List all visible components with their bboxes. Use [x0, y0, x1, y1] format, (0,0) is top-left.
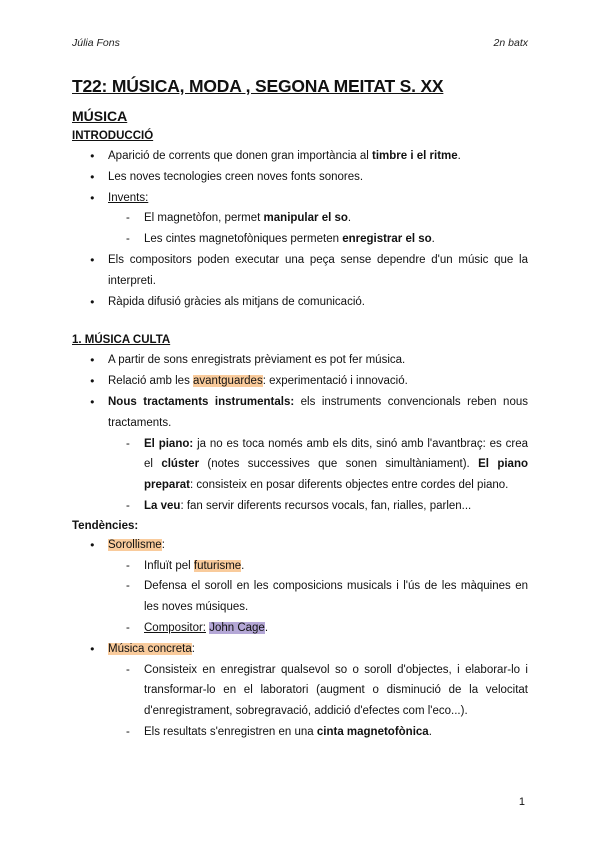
culta-heading: 1. MÚSICA CULTA — [72, 334, 171, 347]
text: . — [428, 725, 432, 738]
text: Relació amb les — [108, 375, 194, 388]
intro-list — [72, 146, 528, 312]
text: El magnetòfon, permet — [144, 212, 264, 225]
text: . — [241, 559, 245, 572]
underlined-text: Invents: — [108, 191, 149, 204]
text: : — [161, 538, 165, 551]
bold-text: timbre i el ritme — [372, 150, 458, 162]
text: Les cintes magnetofòniques permeten — [144, 233, 343, 246]
bold-text: Nous tractaments instrumentals: — [108, 395, 295, 408]
highlighted-text: Sorollisme — [108, 538, 162, 551]
bold-text: El piano: — [144, 437, 194, 450]
text: : fan servir diferents recursos vocals, fan, rialles, parlen... — [180, 499, 472, 512]
bold-text: El piano preparat — [144, 458, 528, 492]
sub-list-item: - Defensa el soroll en les composicions musicals i l'ús de les màquines en les noves músiques. — [72, 576, 528, 618]
list-item: ● Les noves tecnologies creen noves fonts sonores. — [72, 167, 528, 188]
highlighted-text: John Cage — [209, 621, 265, 634]
bold-text: cinta magnetofònica — [316, 725, 429, 738]
tendencies-heading: Tendències: — [72, 519, 139, 532]
text: : — [191, 642, 195, 655]
list-item: ● Ràpida difusió gràcies als mitjans de comunicació. — [72, 292, 528, 313]
list-item — [72, 535, 528, 556]
list-item — [72, 371, 528, 392]
text: els instruments convencionals reben nous tractaments. — [108, 395, 528, 429]
culta-list — [72, 350, 528, 516]
underlined-text: Compositor: — [144, 621, 206, 634]
highlighted-text: futurisme — [193, 559, 242, 572]
list-item — [72, 392, 528, 434]
highlighted-text: Música concreta — [108, 642, 192, 655]
text: . — [431, 233, 435, 246]
text: Els resultats s'enregistren en una — [144, 725, 317, 738]
section-title: MÚSICA — [72, 108, 128, 124]
tendencies-list — [72, 535, 528, 743]
text: : consisteix en posar diferents objectes entre cordes del piano. — [190, 479, 509, 492]
list-item — [72, 146, 528, 167]
document-body — [72, 76, 528, 743]
bold-text: enregistrar el so — [342, 233, 432, 246]
page-number: 1 — [518, 796, 525, 808]
bold-text: clúster — [161, 458, 200, 471]
sub-list-item: - Consisteix en enregistrar qualsevol so o soroll d'objectes, i elaborar-lo i transformar-lo en el laboratori (augment o disminució de la velocitat d'enregistrament, sobregravació, addició d'efectes com l'eco...). — [72, 660, 528, 722]
list-item — [72, 188, 528, 209]
list-item: ● Els compositors poden executar una peça sense dependre d'un músic que la interpreti. — [72, 250, 528, 292]
sub-list-item — [72, 434, 528, 496]
header-author: Júlia Fons — [72, 37, 120, 49]
list-item: ● A partir de sons enregistrats prèviament es pot fer música. — [72, 350, 528, 371]
intro-heading: INTRODUCCIÓ — [72, 130, 154, 142]
page-title: T22: MÚSICA, MODA , SEGONA MEITAT S. XX — [72, 76, 444, 96]
text: . — [457, 150, 461, 162]
text: (notes successives que sonen simultàniament). — [199, 458, 479, 471]
sub-list-item — [72, 556, 528, 577]
sub-list-item — [72, 618, 528, 639]
list-item — [72, 639, 528, 660]
text: ja no es toca només amb els dits, sinó amb l'avantbraç: es crea el — [144, 437, 528, 471]
text: Aparició de corrents que donen gran importància al — [108, 150, 373, 162]
bold-text: La veu — [144, 499, 181, 512]
sub-list-item — [72, 208, 528, 229]
text: Influït pel — [144, 559, 194, 572]
sub-list-item — [72, 722, 528, 743]
bold-text: manipular el so — [263, 212, 348, 225]
sub-list-item — [72, 496, 528, 517]
highlighted-text: avantguardes — [193, 375, 263, 388]
text: . — [347, 212, 352, 225]
header-course: 2n batx — [493, 37, 528, 49]
sub-list-item — [72, 229, 528, 250]
text: . — [264, 621, 269, 634]
text: : experimentació i innovació. — [262, 375, 408, 388]
